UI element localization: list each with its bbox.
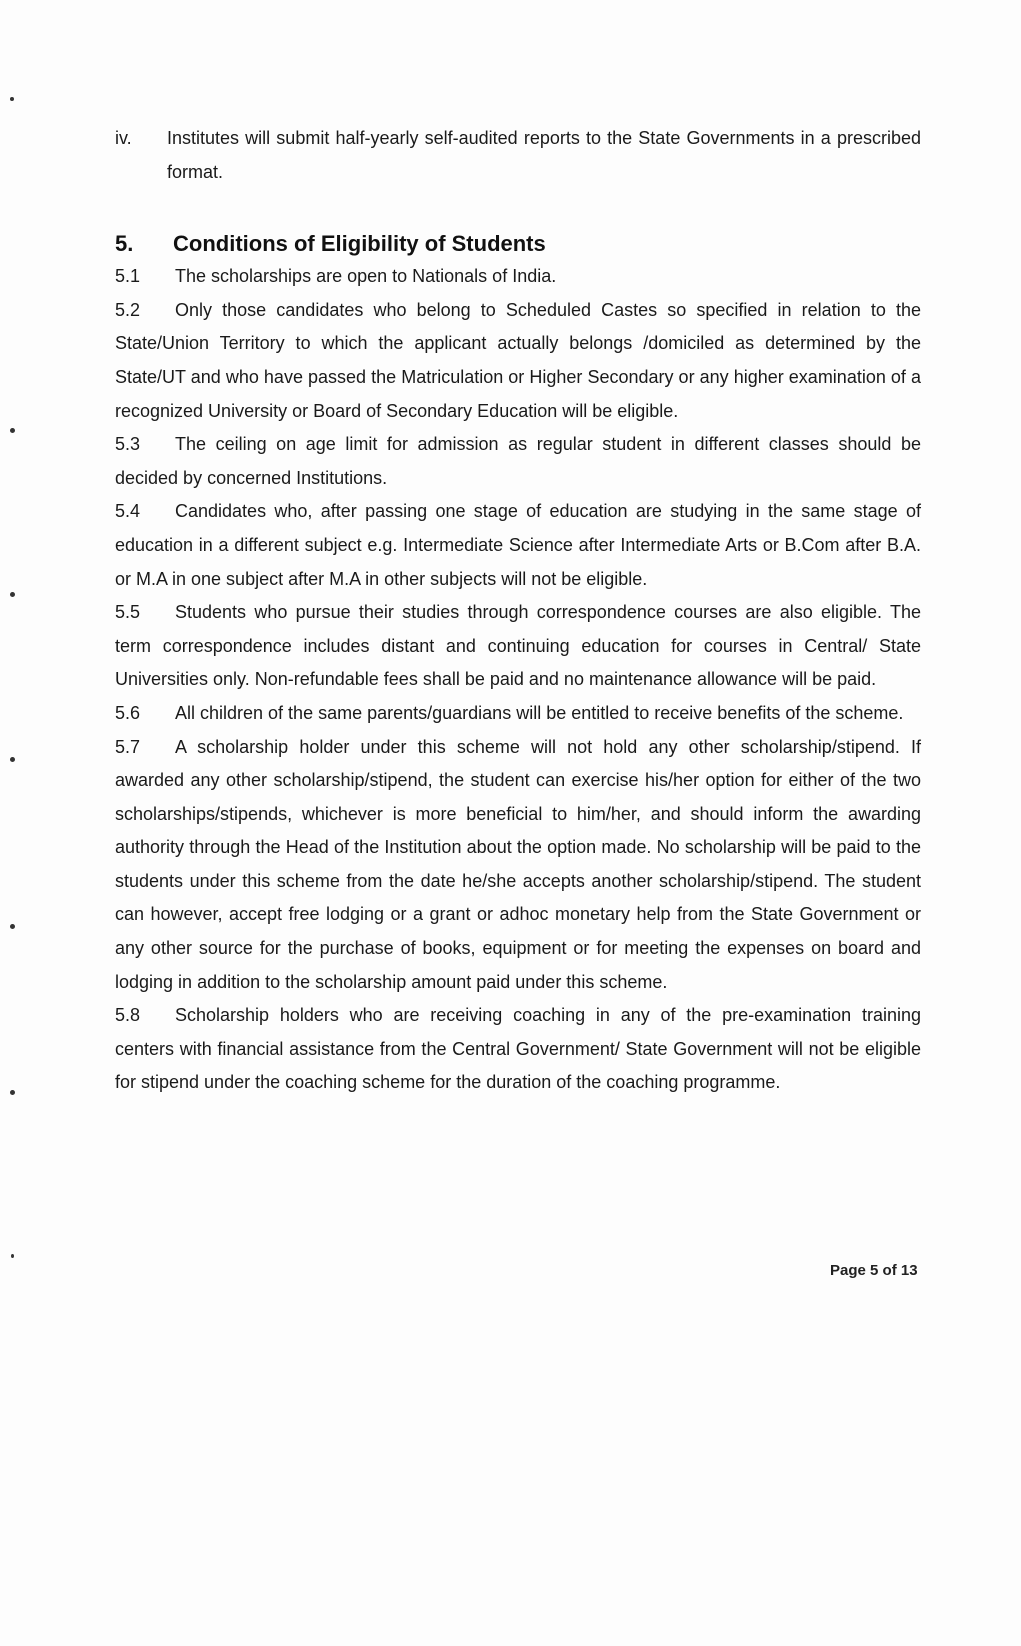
- clause-text: The scholarships are open to Nationals of India.: [175, 266, 557, 287]
- clause-text: Scholarship holders who are receiving coaching in any of the pre-examination training centers with financial assistance from the Central Government/ State Government will not be eligible for stipend under the coaching scheme for the duration of the coaching programme.: [115, 1005, 921, 1093]
- section-title: Conditions of Eligibility of Students: [173, 231, 546, 257]
- clause-text: All children of the same parents/guardians will be entitled to receive benefits of the scheme.: [175, 702, 904, 723]
- clause-text: A scholarship holder under this scheme will not hold any other scholarship/stipend. If awarded any other scholarship/stipend, the student can exercise his/her option for either of the two scholarships/stipends, whichever is more beneficial to him/her, and should inform the awarding authority through the Head of the Institution about the option made. No scholarship will be paid to the students under this scheme from the date he/she accepts another scholarship/stipend. The student can however, accept free lodging or a grant or adhoc monetary help from the State Government or any other source for the purchase of books, equipment or for meeting the expenses on board and lodging in addition to the scholarship amount paid under this scheme.: [115, 736, 921, 992]
- clause-number: 5.8: [115, 1005, 141, 1026]
- clause-number: 5.4: [115, 501, 141, 522]
- clause-item: [115, 596, 921, 697]
- clause-item: [115, 294, 921, 428]
- clause-number: 5.5: [115, 602, 141, 623]
- scan-speck: [11, 1254, 14, 1258]
- clause-number: 5.3: [115, 434, 141, 455]
- clause-text: Only those candidates who belong to Scheduled Castes so specified in relation to the State/Union Territory to which the applicant actually belongs /domiciled as determined by the State/UT and who have passed the Matriculation or Higher Secondary or any higher examination of a recognized University or Board of Secondary Education will be eligible.: [115, 299, 921, 421]
- clause-number: 5.1: [115, 266, 141, 287]
- clause-item: [115, 999, 921, 1100]
- scan-speck: [10, 757, 15, 762]
- list-item-number: iv.: [115, 128, 132, 148]
- clause-text: Students who pursue their studies through correspondence courses are also eligible. The term correspondence includes distant and continuing education for courses in Central/ State Universities only. Non-refundable fees shall be paid and no maintenance allowance will be paid.: [115, 602, 921, 690]
- clause-text: Candidates who, after passing one stage of education are studying in the same stage of education in a different subject e.g. Intermediate Science after Intermediate Arts or B.Com after B.A. or M.A in one subject after M.A in other subjects will not be eligible.: [115, 501, 921, 589]
- clause-number: 5.7: [115, 736, 141, 757]
- document-body: [115, 122, 921, 1100]
- clause-item: [115, 495, 921, 596]
- scan-speck: [10, 97, 14, 101]
- page-number: Page 5 of 13: [830, 1262, 918, 1279]
- clause-text: The ceiling on age limit for admission as regular student in different classes should be decided by concerned Institutions.: [115, 434, 921, 488]
- clause-number: 5.2: [115, 299, 141, 320]
- section-number: 5.: [115, 231, 134, 257]
- list-item-text: Institutes will submit half-yearly self-audited reports to the State Governments in a prescribed format.: [167, 128, 921, 182]
- scan-speck: [10, 1090, 15, 1095]
- clause-item: [115, 428, 921, 495]
- section-heading: [115, 227, 921, 260]
- clause-number: 5.6: [115, 702, 141, 723]
- clause-item: [115, 731, 921, 1000]
- list-item: [115, 122, 921, 189]
- clause-item: [115, 260, 921, 294]
- scan-speck: [10, 428, 15, 433]
- scan-speck: [10, 924, 15, 929]
- clause-item: [115, 697, 921, 731]
- scan-speck: [10, 592, 15, 597]
